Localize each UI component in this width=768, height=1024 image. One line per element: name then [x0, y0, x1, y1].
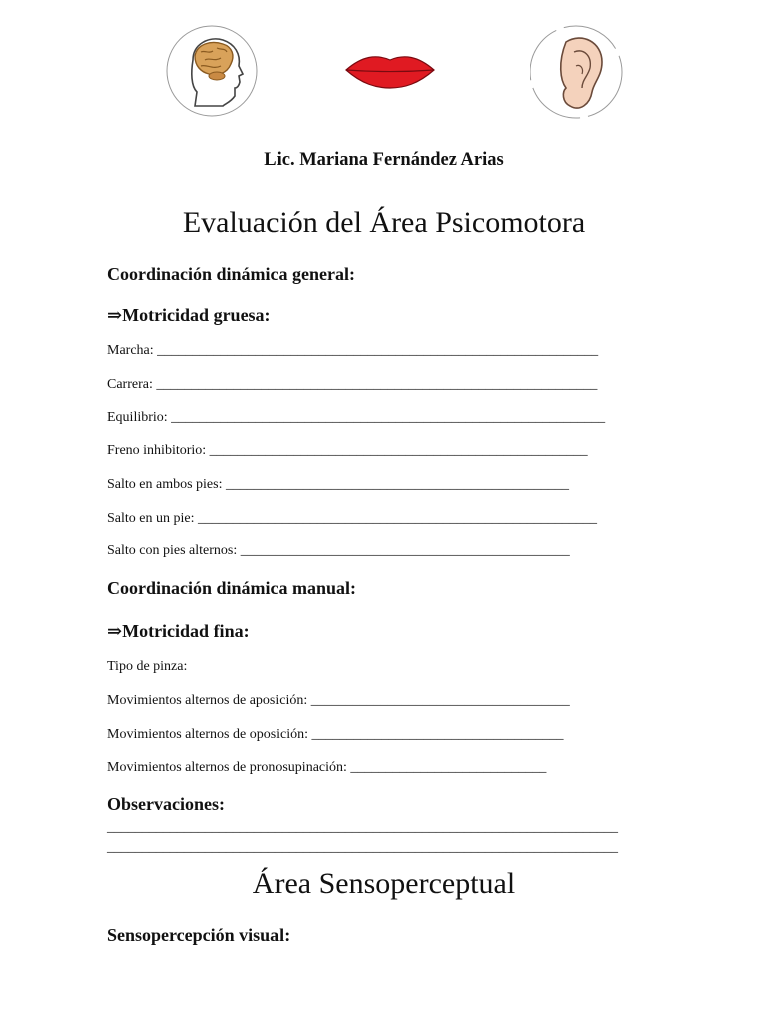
page-title: Evaluación del Área Psicomotora	[182, 206, 586, 239]
field-pronosupinacion[interactable]: Movimientos alternos de pronosupinación: ____________________________	[107, 760, 547, 775]
field-salto-ambos-pies[interactable]: Salto en ambos pies: _________________________________________________	[107, 477, 569, 492]
field-carrera[interactable]: Carrera: _______________________________________________________________	[107, 377, 598, 392]
gross-motor-heading: ⇒Motricidad gruesa:	[107, 305, 271, 325]
general-coordination-heading: Coordinación dinámica general:	[107, 264, 355, 284]
visual-perception-heading: Sensopercepción visual:	[107, 925, 291, 945]
field-equilibrio[interactable]: Equilibrio: ______________________________________________________________	[107, 410, 606, 425]
fine-motor-heading: ⇒Motricidad fina:	[107, 621, 250, 641]
brain-head-icon	[165, 22, 261, 118]
field-salto-un-pie[interactable]: Salto en un pie: _________________________________________________________	[107, 511, 597, 526]
field-salto-pies-alternos[interactable]: Salto con pies alternos: _______________________________________________	[107, 543, 570, 558]
manual-coordination-heading: Coordinación dinámica manual:	[107, 578, 357, 598]
field-oposicion[interactable]: Movimientos alternos de oposición: ____________________________________	[107, 727, 564, 742]
field-aposicion[interactable]: Movimientos alternos de aposición: _____________________________________	[107, 693, 570, 708]
ear-icon	[530, 22, 626, 122]
field-freno-inhibitorio[interactable]: Freno inhibitorio: ______________________________________________________	[107, 443, 588, 458]
observations-heading: Observaciones:	[107, 794, 225, 814]
observation-line[interactable]: _________________________________________________________________________	[107, 840, 618, 855]
author-name: Lic. Mariana Fernández Arias	[264, 150, 504, 170]
field-tipo-pinza[interactable]: Tipo de pinza:	[107, 659, 188, 674]
field-marcha[interactable]: Marcha: _______________________________________________________________	[107, 343, 599, 358]
icon-row	[0, 18, 768, 128]
observation-line[interactable]: _________________________________________________________________________	[107, 820, 618, 835]
lips-icon	[344, 48, 436, 92]
section-title-sensoperceptual: Área Sensoperceptual	[252, 867, 516, 900]
